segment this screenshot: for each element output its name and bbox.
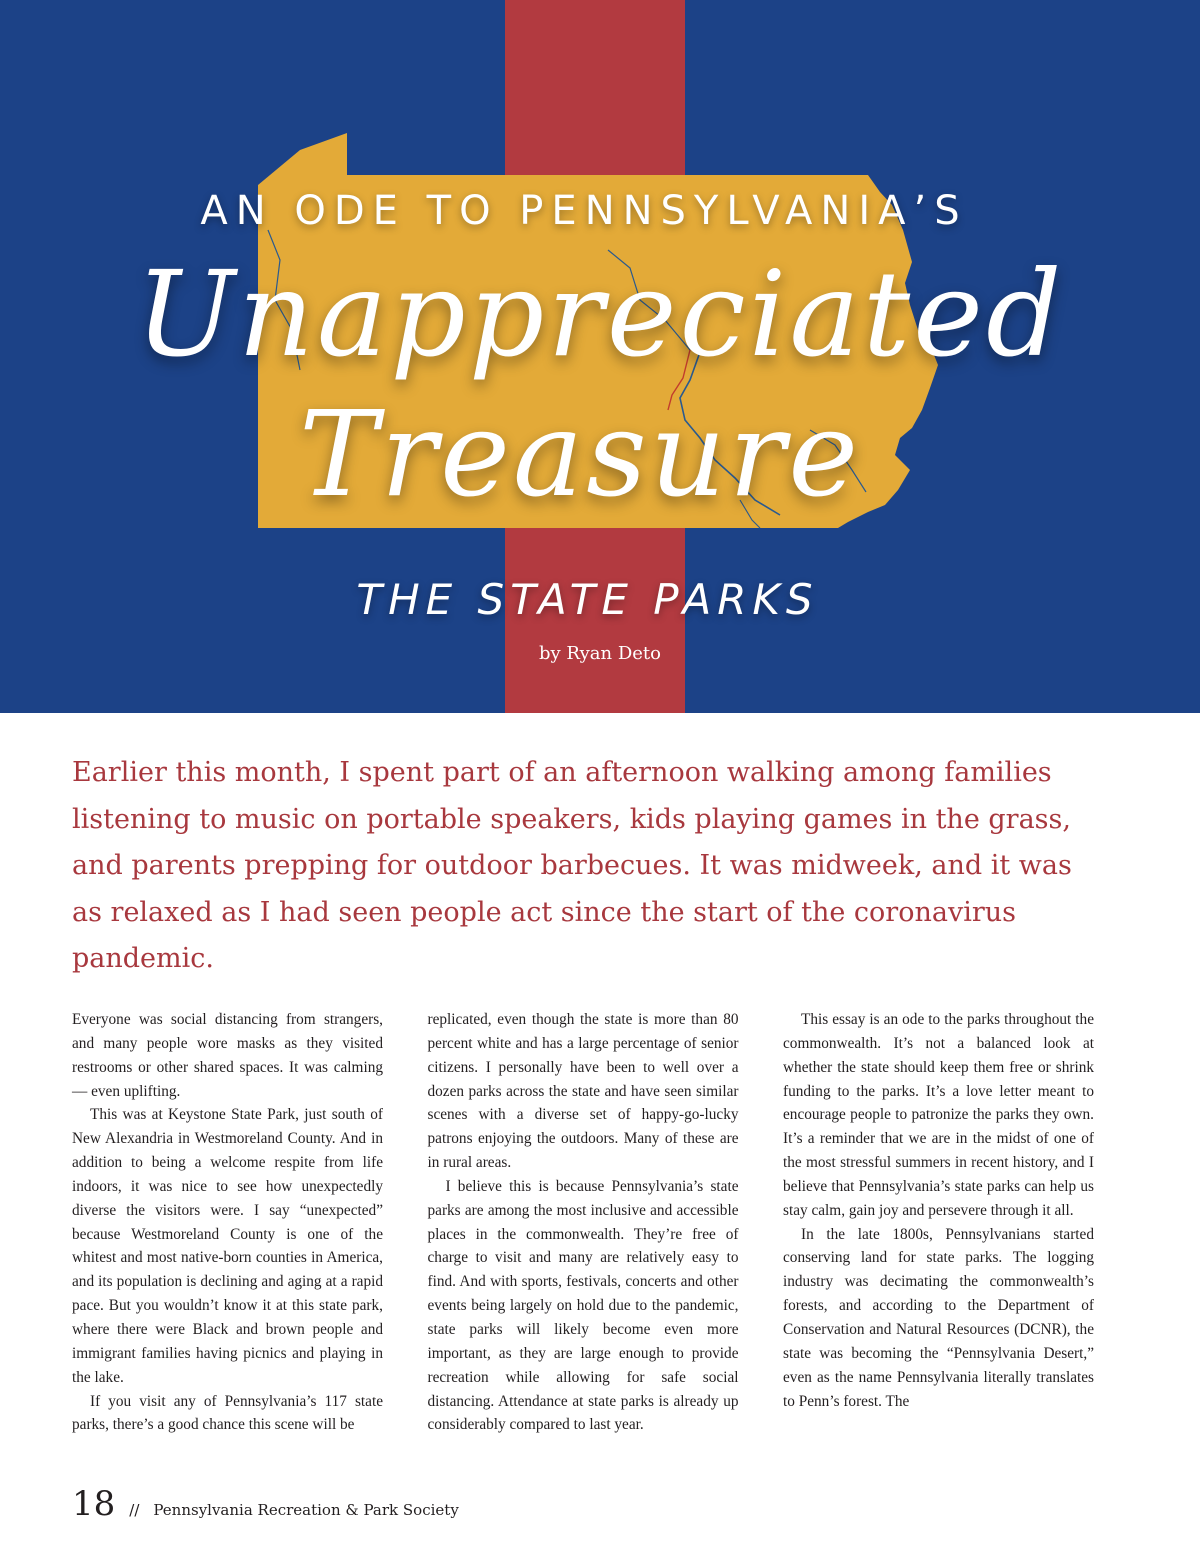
body-column-2	[428, 1008, 739, 1437]
page-footer	[72, 1484, 459, 1524]
article-subhead: THE STATE PARKS	[356, 575, 819, 624]
publication-name: Pennsylvania Recreation & Park Society	[153, 1501, 459, 1519]
hero-banner	[0, 0, 1200, 713]
article-title-line-2: Treasure	[298, 385, 862, 523]
body-paragraph: This was at Keystone State Park, just south of New Alexandria in Westmoreland County. And in addition to being a welcome respite from life indoors, it was nice to see how unexpectedly diverse the visitors were. I say “unexpected” because Westmoreland County is one of the whitest and most native-born counties in America, and its population is declining and aging at a rapid pace. But you wouldn’t know it at this state park, where there were Black and brown people and immigrant families having picnics and playing in the lake.	[72, 1106, 383, 1386]
byline: by Ryan Deto	[538, 643, 662, 664]
article-title-line-1: Unappreciated	[135, 245, 1065, 383]
body-paragraph: I believe this is because Pennsylvania’s state parks are among the most inclusive and accessible places in the commonwealth. They’re free of charge to visit and many are relatively easy to find. And with sports, festivals, concerts and other events being largely on hold due to the pandemic, state parks will likely become even more important, as they are large enough to provide recreation while allowing for safe social distancing. Attendance at state parks is already up considerably compared to last year.	[427, 1177, 739, 1434]
body-paragraph: In the late 1800s, Pennsylvanians started conserving land for state parks. The logging industry was decimating the commonwealth’s forests, and according to the Department of Conservation and Natural Resources (DCNR), the state was becoming the “Pennsylvania Desert,” even as the name Pennsylvania literally translates to Penn’s forest. The	[783, 1225, 1094, 1410]
body-column-3	[783, 1008, 1094, 1437]
article-kicker: AN ODE TO PENNSYLVANIA’S	[200, 188, 968, 234]
body-paragraph: This essay is an ode to the parks throughout the commonwealth. It’s not a balanced look at whether the state should keep them free or shrink funding to the parks. It’s a love letter meant to encourage people to patronize the parks they own. It’s a reminder that we are in the midst of one of the most stressful summers in recent history, and I believe that Pennsylvania’s state parks can help us stay calm, gain joy and persevere through it all.	[783, 1011, 1094, 1219]
body-paragraph: replicated, even though the state is more than 80 percent white and has a large percentage of senior citizens. I personally have been to well over a dozen parks across the state and have seen similar scenes with a diverse set of happy-go-lucky patrons enjoying the outdoors. Many of these are in rural areas.	[427, 1011, 739, 1172]
body-paragraph: Everyone was social distancing from strangers, and many people wore masks as they visited restrooms or other shared spaces. It was calming — even uplifting.	[72, 1011, 383, 1100]
body-paragraph: If you visit any of Pennsylvania’s 117 state parks, there’s a good chance this scene will be	[72, 1392, 383, 1434]
body-columns	[72, 1008, 1094, 1437]
body-column-1	[72, 1008, 383, 1437]
footer-separator: //	[129, 1501, 140, 1519]
page-number: 18	[72, 1484, 116, 1524]
lede-paragraph: Earlier this month, I spent part of an afternoon walking among families listening to music on portable speakers, kids playing games in the grass, and parents prepping for outdoor barbecues. It was midweek, and it was as relaxed as I had seen people act since the start of the coronavirus pandemic.	[72, 757, 1072, 974]
